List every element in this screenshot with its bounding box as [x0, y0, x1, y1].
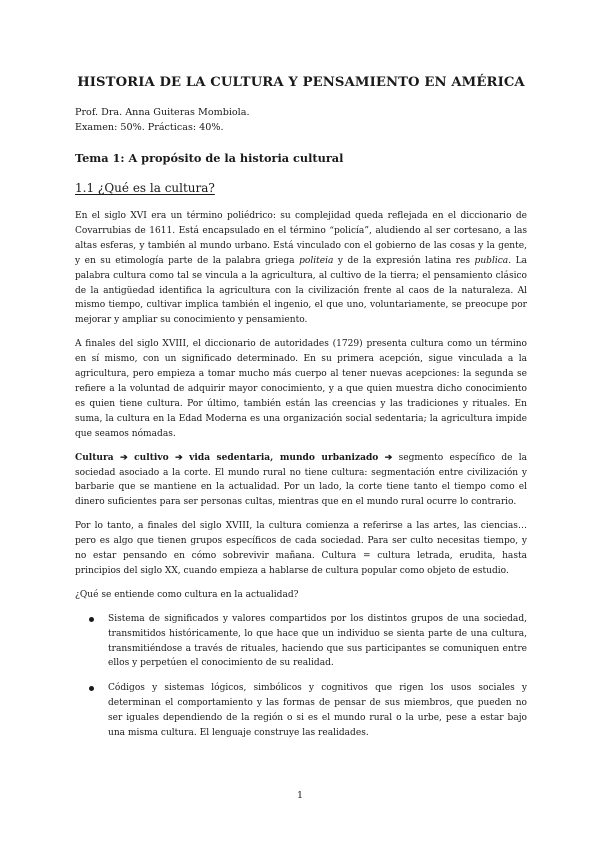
cultura-chain-bold: Cultura ➔ cultivo ➔ vida sedentaria, mundo urbanizado ➔ — [75, 452, 393, 463]
bullet-dot-icon — [89, 617, 94, 622]
paragraph-siglo-xviii: A finales del siglo XVIII, el diccionario de autoridades (1729) presenta cultura como un término en sí mismo, con un significado determinado. En su primera acepción, sigue vinculada a la agricultura, pero empieza a tomar mucho más cuerpo al tener nuevas acepciones: la segunda se refiere a la voluntad de adquirir mayor conocimiento, y a que quien muestra dicho conocimiento es quien tiene cultura. Por último, también están las creencias y las tradiciones y rituales. En suma, la cultura en la Edad Moderna es una organización social sedentaria; la agricultura impide que seamos nómadas. — [75, 339, 527, 439]
bullet-dot-icon — [89, 686, 94, 691]
paragraph-cultura-chain — [75, 451, 527, 511]
paragraph-text: segmento específico de la sociedad asociado a la corte. El mundo rural no tiene cultura: segmentación entre civilización y barbarie que se mantiene en la actualidad. Por un lado, la corte tiene tanto el tiempo como el dinero suficientes para ser personas cultas, mientras que en el mundo rural ocurre lo contrario. — [75, 452, 527, 508]
paragraph-text: . La palabra cultura como tal se vincula a la agricultura, al cultivo de la tierra; el pensamiento clásico de la antigüedad identifica la agricultura con la civilización frente al caos de la naturaleza. Al mismo tiempo, cultivar implica también el ingenio, el que uno, voluntariamente, se preocupe por mejorar y ampliar su conocimiento y pensamiento. — [75, 255, 527, 326]
theme-heading: Tema 1: A propósito de la historia cultural — [75, 151, 344, 165]
list-item — [75, 681, 527, 741]
page-number: 1 — [296, 790, 304, 801]
italic-term-publica: publica — [474, 255, 509, 266]
document-title: HISTORIA DE LA CULTURA Y PENSAMIENTO EN AMÉRICA — [77, 75, 525, 90]
list-item-text: Códigos y sistemas lógicos, simbólicos y cognitivos que rigen los usos sociales y determinan el comportamiento y las formas de pensar de sus miembros, que pueden no ser iguales dependiendo de la región o si es el mundo rural o la urbe, pese a estar bajo una misma cultura. El lenguaje construye las realidades. — [108, 683, 527, 739]
bullet-list — [75, 612, 527, 741]
paragraph-text: y de la expresión latina res — [333, 255, 475, 266]
section-heading: 1.1 ¿Qué es la cultura? — [75, 181, 215, 195]
italic-term-politeia: politeia — [299, 255, 334, 266]
professor-line: Prof. Dra. Anna Guiteras Mombiola. — [75, 107, 250, 118]
paragraph-siglo-xvi — [75, 209, 527, 328]
list-item-text: Sistema de significados y valores compartidos por los distintos grupos de una sociedad, transmitidos históricamente, lo que hace que un individuo se sienta parte de una cultura, transmitiéndose a través de rituales, haciendo que sus participantes se comuniquen entre ellos y perpetúen el conocimiento de su realidad. — [108, 613, 527, 669]
page-content — [75, 74, 527, 751]
grading-line: Examen: 50%. Prácticas: 40%. — [75, 122, 224, 133]
paragraph-por-lo-tanto: Por lo tanto, a finales del siglo XVIII, la cultura comienza a referirse a las artes, las ciencias… pero es algo que tienen grupos específicos de cada sociedad. Para ser culto necesitas tiempo, y no estar pensando en cómo sobrevivir mañana. Cultura = cultura letrada, erudita, hasta principios del siglo XX, cuando empieza a hablarse de cultura popular como objeto de estudio. — [75, 521, 527, 576]
list-item — [75, 612, 527, 672]
course-info — [75, 105, 527, 135]
question-line: ¿Qué se entiende como cultura en la actualidad? — [75, 589, 299, 600]
paragraph-text: En el siglo XVI era un término poliédrico: su complejidad queda reflejada en el diccionario de Covarrubias de 1611. Está encapsulado en el término “policía”, aludiendo al ser cortesano, a las altas esferas, y también al mundo urbano. Está vinculado con el gobierno de las cosas y la gente, y en su etimología parte de la palabra griega — [75, 211, 527, 266]
